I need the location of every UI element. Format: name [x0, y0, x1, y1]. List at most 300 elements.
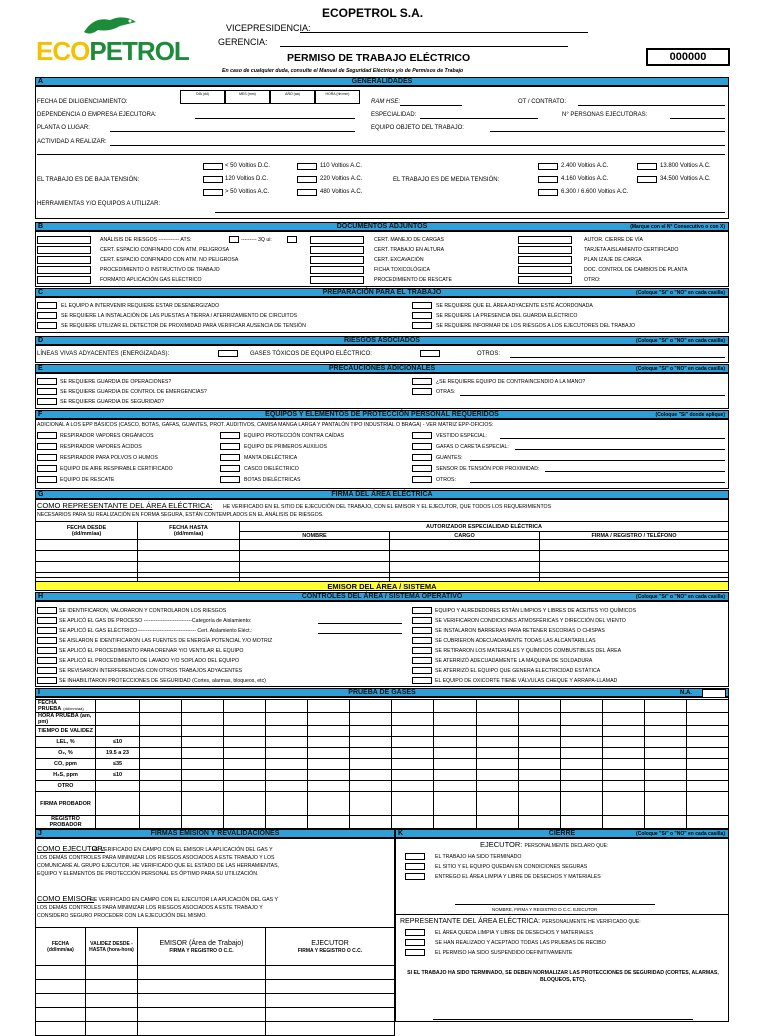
media-opt-box-5[interactable]: [637, 176, 657, 183]
vice-line[interactable]: [300, 32, 588, 33]
gas-cell[interactable]: [644, 748, 686, 759]
precaucion-box[interactable]: [37, 398, 57, 405]
control-box[interactable]: [412, 607, 432, 614]
gas-cell[interactable]: [182, 770, 224, 781]
epp-box[interactable]: [37, 443, 57, 450]
control-box[interactable]: [37, 667, 57, 674]
doc-box[interactable]: [37, 266, 91, 274]
gas-limit: ≤10: [96, 770, 140, 781]
gas-cell[interactable]: [182, 816, 224, 829]
gas-cell[interactable]: [182, 781, 224, 792]
prep-box[interactable]: [412, 322, 432, 329]
gas-cell[interactable]: [518, 713, 560, 726]
epp-fill-line[interactable]: [470, 482, 725, 483]
gas-cell[interactable]: [644, 759, 686, 770]
gas-cell[interactable]: [686, 792, 728, 816]
gas-cell[interactable]: [560, 726, 602, 737]
prep-label: SE REQUIERE UTILIZAR EL DETECTOR DE PROXIMIDAD PARA VERIFICAR AUSENCIA DE TENSIÓN: [61, 323, 306, 329]
gas-cell[interactable]: [560, 816, 602, 829]
gas-cell[interactable]: [644, 770, 686, 781]
epp-box[interactable]: [37, 476, 57, 483]
gas-row-text: H₂S, ppm: [53, 772, 78, 778]
gas-cell[interactable]: [266, 781, 308, 792]
gas-cell[interactable]: [434, 713, 476, 726]
prep-box[interactable]: [412, 312, 432, 319]
riesgo-box[interactable]: [420, 350, 440, 357]
baja-opt-box-4[interactable]: [297, 163, 317, 170]
gas-cell[interactable]: [182, 737, 224, 748]
epp-fill-line[interactable]: [500, 438, 725, 439]
table-row[interactable]: [36, 726, 729, 737]
gas-cell[interactable]: [476, 713, 518, 726]
col-subheader: (dd/mm/aa): [71, 530, 102, 537]
col-header: EMISOR (Área de Trabajo): [159, 939, 244, 947]
prep-box[interactable]: [37, 322, 57, 329]
gas-cell[interactable]: [644, 816, 686, 829]
cert-line[interactable]: [318, 633, 402, 634]
gas-cell[interactable]: [518, 770, 560, 781]
gas-cell[interactable]: [392, 737, 434, 748]
control-box[interactable]: [412, 677, 432, 684]
gas-cell[interactable]: [434, 726, 476, 737]
dependencia-label: DEPENDENCIA O EMPRESA EJECUTORA:: [37, 112, 157, 118]
gas-cell[interactable]: [350, 748, 392, 759]
control-box[interactable]: [412, 657, 432, 664]
gas-cell[interactable]: [518, 781, 560, 792]
prep-box[interactable]: [412, 302, 432, 309]
baja-opt-label: 110 Voltios A.C.: [320, 163, 362, 169]
gas-cell[interactable]: [308, 816, 350, 829]
epp-label: EQUIPO DE AIRE RESPIRABLE CERTIFICADO: [60, 466, 173, 472]
media-opt-box-4[interactable]: [637, 163, 657, 170]
gas-cell[interactable]: [602, 737, 644, 748]
gas-cell[interactable]: [266, 816, 308, 829]
table-row[interactable]: [36, 759, 729, 770]
gas-cell[interactable]: [308, 781, 350, 792]
epp-box[interactable]: [220, 476, 240, 483]
gas-cell[interactable]: [602, 770, 644, 781]
gas-cell[interactable]: [560, 700, 602, 713]
doc-box[interactable]: [518, 276, 572, 284]
control-box[interactable]: [412, 647, 432, 654]
epp-label: EQUIPO PROTECCIÓN CONTRA CAÍDAS: [244, 433, 345, 439]
gas-cell[interactable]: [350, 713, 392, 726]
gas-cell[interactable]: [308, 700, 350, 713]
table-row[interactable]: [36, 966, 395, 980]
gas-cell[interactable]: [140, 792, 182, 816]
gas-cell[interactable]: [476, 700, 518, 713]
gas-cell[interactable]: [686, 713, 728, 726]
baja-opt-box-2[interactable]: [203, 176, 223, 183]
gas-cell[interactable]: [140, 816, 182, 829]
gas-cell[interactable]: [182, 792, 224, 816]
personas-line[interactable]: [670, 118, 725, 119]
gas-cell[interactable]: [602, 700, 644, 713]
gas-cell[interactable]: [602, 713, 644, 726]
gas-cell[interactable]: [434, 781, 476, 792]
gas-cell[interactable]: [350, 770, 392, 781]
gas-cell[interactable]: [434, 700, 476, 713]
media-opt-box-1[interactable]: [538, 163, 558, 170]
gas-cell[interactable]: [686, 770, 728, 781]
table-row[interactable]: [36, 1008, 395, 1022]
gas-cell[interactable]: [266, 748, 308, 759]
gas-cell[interactable]: [266, 700, 308, 713]
gas-cell[interactable]: [182, 713, 224, 726]
media-opt-box-2[interactable]: [538, 176, 558, 183]
form-title: PERMISO DE TRABAJO ELÉCTRICO: [287, 52, 471, 64]
precaucion-box[interactable]: [37, 378, 57, 385]
gas-cell[interactable]: [308, 726, 350, 737]
gas-cell[interactable]: [518, 737, 560, 748]
emisor-bar: [35, 581, 729, 591]
doc-box[interactable]: [310, 236, 364, 244]
epp-box[interactable]: [412, 443, 432, 450]
control-box[interactable]: [412, 627, 432, 634]
gas-cell[interactable]: [392, 726, 434, 737]
prep-box[interactable]: [37, 302, 57, 309]
cierre-box[interactable]: [405, 853, 425, 860]
table-row[interactable]: [36, 792, 729, 816]
control-box[interactable]: [412, 637, 432, 644]
gas-cell[interactable]: [434, 759, 476, 770]
section-k-bar: [395, 829, 729, 838]
table-row[interactable]: [36, 748, 729, 759]
gas-cell[interactable]: [644, 781, 686, 792]
ejecutor-text: COMUNICARÉ AL GRUPO EJECUTOR. HE VERIFICADO QUE EL ESTADO DE LAS HERRAMIENTAS,: [37, 863, 280, 869]
doc-box[interactable]: [310, 276, 364, 284]
baja-opt-box-6[interactable]: [297, 189, 317, 196]
gas-cell[interactable]: [434, 792, 476, 816]
especialidad-line[interactable]: [420, 118, 538, 119]
gas-cell[interactable]: [560, 781, 602, 792]
gas-cell[interactable]: [476, 781, 518, 792]
actividad-label: ACTIVIDAD A REALIZAR:: [37, 139, 107, 145]
prep-label: SE REQUIERE LA INSTALACIÓN DE LAS PUESTAS A TIERRA / ATERRIZAMIENTO DE CIRCUITOS: [61, 313, 298, 319]
precaucion-box[interactable]: [37, 388, 57, 395]
dependencia-line[interactable]: [195, 118, 355, 119]
gas-cell[interactable]: [224, 792, 266, 816]
cierre-box[interactable]: [405, 873, 425, 880]
doc-box[interactable]: [518, 266, 572, 274]
gas-cell[interactable]: [266, 759, 308, 770]
baja-opt-box-1[interactable]: [203, 163, 223, 170]
gas-cell[interactable]: [140, 759, 182, 770]
ats-extra-box[interactable]: [287, 236, 297, 243]
gas-cell[interactable]: [686, 726, 728, 737]
gas-cell[interactable]: [224, 816, 266, 829]
control-box[interactable]: [412, 667, 432, 674]
gas-cell[interactable]: [350, 816, 392, 829]
gas-cell[interactable]: [266, 713, 308, 726]
gas-cell[interactable]: [434, 748, 476, 759]
gas-cell[interactable]: [434, 816, 476, 829]
gas-cell[interactable]: [308, 737, 350, 748]
gas-cell[interactable]: [476, 759, 518, 770]
gas-cell[interactable]: [140, 748, 182, 759]
control-box[interactable]: [37, 637, 57, 644]
gas-cell[interactable]: [518, 759, 560, 770]
gas-cell[interactable]: [602, 792, 644, 816]
gas-cell[interactable]: [266, 792, 308, 816]
gas-cell[interactable]: [224, 759, 266, 770]
permit-number: 000000: [669, 51, 707, 63]
doc-box[interactable]: [518, 256, 572, 264]
riesgo-label: GASES TÓXICOS DE EQUIPO ELÉCTRICO:: [250, 351, 372, 357]
gas-cell[interactable]: [350, 759, 392, 770]
gas-cell[interactable]: [350, 700, 392, 713]
gas-cell[interactable]: [476, 726, 518, 737]
precaucion-box[interactable]: [412, 388, 432, 395]
ot-line[interactable]: [578, 105, 725, 106]
gas-cell[interactable]: [266, 737, 308, 748]
categoria-line[interactable]: [318, 623, 402, 624]
gas-row-text: FIRMA PROBADOR: [40, 800, 91, 807]
cierre-box[interactable]: [405, 929, 425, 936]
table-row[interactable]: [36, 770, 729, 781]
control-box[interactable]: [37, 627, 57, 634]
gas-row-text: LEL, %: [56, 739, 75, 745]
doc-box[interactable]: [310, 246, 364, 254]
gas-cell[interactable]: [140, 737, 182, 748]
gas-cell[interactable]: [308, 759, 350, 770]
control-label: [59, 678, 266, 684]
gas-cell[interactable]: [308, 713, 350, 726]
gas-cell[interactable]: [350, 726, 392, 737]
control-box[interactable]: [37, 677, 57, 684]
gas-cell[interactable]: [644, 737, 686, 748]
gas-cell[interactable]: [224, 781, 266, 792]
gas-cell[interactable]: [392, 700, 434, 713]
table-row[interactable]: [36, 562, 729, 573]
gas-row-text: REGISTRO PROBADOR: [49, 816, 82, 828]
epp-box[interactable]: [37, 465, 57, 472]
doc-box[interactable]: [37, 256, 91, 264]
col-header: FECHA DESDE: [66, 524, 107, 531]
epp-box[interactable]: [412, 432, 432, 439]
gas-cell[interactable]: [266, 770, 308, 781]
epp-fill-line[interactable]: [545, 471, 725, 472]
epp-label: RESPIRADOR PARA POLVOS O HUMOS: [60, 455, 158, 461]
doc-box[interactable]: [310, 256, 364, 264]
cierre-box[interactable]: [405, 949, 425, 956]
actividad-line-1[interactable]: [110, 145, 725, 146]
gas-row-label: [36, 737, 96, 748]
epp-box[interactable]: [220, 465, 240, 472]
gas-row-label: [36, 700, 96, 713]
control-box[interactable]: [37, 607, 57, 614]
gas-cell[interactable]: [518, 700, 560, 713]
epp-box[interactable]: [412, 454, 432, 461]
table-row[interactable]: [36, 781, 729, 792]
gas-cell[interactable]: [224, 748, 266, 759]
epp-box[interactable]: [220, 432, 240, 439]
gas-cell[interactable]: [266, 726, 308, 737]
gas-cell[interactable]: [602, 816, 644, 829]
gas-cell[interactable]: [392, 792, 434, 816]
otras-precauciones-line[interactable]: [460, 395, 725, 396]
rep-sign-line[interactable]: [433, 1019, 693, 1020]
gas-cell[interactable]: [476, 748, 518, 759]
epp-label: RESPIRADOR VAPORES ORGÁNICOS: [60, 433, 154, 439]
precaucion-box[interactable]: [412, 378, 432, 385]
gas-row-text: CO, ppm: [54, 761, 77, 767]
table-row[interactable]: [36, 816, 729, 829]
control-box[interactable]: [37, 647, 57, 654]
gas-cell[interactable]: [392, 759, 434, 770]
gas-cell[interactable]: [224, 700, 266, 713]
gas-cell[interactable]: [476, 737, 518, 748]
doc-box[interactable]: [518, 236, 572, 244]
gas-cell[interactable]: [476, 792, 518, 816]
table-row[interactable]: [36, 551, 729, 562]
gas-cell[interactable]: [518, 816, 560, 829]
section-a-bar: [35, 77, 729, 86]
gas-cell[interactable]: [644, 700, 686, 713]
epp-box[interactable]: [412, 476, 432, 483]
gas-cell[interactable]: [602, 726, 644, 737]
gas-cell[interactable]: [350, 781, 392, 792]
section-instruction: (Coloque "Sí" o "NO" en cada casilla): [636, 290, 725, 296]
cierre-label: ENTREGO EL ÁREA LIMPIA Y LIBRE DE DESECHOS Y MATERIALES: [435, 874, 601, 880]
gas-cell[interactable]: [644, 792, 686, 816]
doc-box[interactable]: [37, 236, 91, 244]
gas-cell[interactable]: [644, 726, 686, 737]
gas-cell[interactable]: [308, 770, 350, 781]
gas-cell[interactable]: [686, 748, 728, 759]
gas-limit: [96, 792, 140, 816]
gas-cell[interactable]: [350, 737, 392, 748]
gas-cell[interactable]: [434, 770, 476, 781]
gas-cell[interactable]: [686, 700, 728, 713]
precaucion-label: SE REQUIERE GUARDIA DE OPERACIONES?: [60, 379, 172, 385]
col-subheader: FIRMA Y REGISTRO O C.C.: [169, 947, 234, 954]
gas-cell[interactable]: [686, 759, 728, 770]
gas-cell[interactable]: [182, 748, 224, 759]
gas-cell[interactable]: [560, 713, 602, 726]
gas-cell[interactable]: [392, 748, 434, 759]
epp-box[interactable]: [37, 432, 57, 439]
na-box[interactable]: [702, 689, 726, 698]
gas-cell[interactable]: [602, 748, 644, 759]
table-row[interactable]: [36, 737, 729, 748]
gas-cell[interactable]: [560, 792, 602, 816]
gas-cell[interactable]: [224, 737, 266, 748]
gas-cell[interactable]: [518, 792, 560, 816]
otros-riesgos-line[interactable]: [510, 357, 725, 358]
gas-cell[interactable]: [308, 748, 350, 759]
table-row[interactable]: [36, 980, 395, 994]
doc-box[interactable]: [518, 246, 572, 254]
doc-box[interactable]: [37, 246, 91, 254]
gas-cell[interactable]: [686, 816, 728, 829]
gas-cell[interactable]: [182, 759, 224, 770]
section-i-bar: [35, 688, 729, 697]
epp-box[interactable]: [220, 443, 240, 450]
baja-opt-box-3[interactable]: [203, 189, 223, 196]
table-row[interactable]: [36, 540, 729, 551]
baja-opt-label: < 50 Voltios D.C.: [225, 163, 270, 169]
gas-cell[interactable]: [350, 792, 392, 816]
cierre-box[interactable]: [405, 939, 425, 946]
gas-cell[interactable]: [560, 748, 602, 759]
actividad-line-2[interactable]: [37, 154, 725, 155]
gas-cell[interactable]: [602, 759, 644, 770]
baja-opt-box-5[interactable]: [297, 176, 317, 183]
gas-cell[interactable]: [140, 770, 182, 781]
doc-label: FICHA TOXICOLÓGICA: [374, 267, 431, 273]
cierre-box[interactable]: [405, 863, 425, 870]
herramientas-line[interactable]: [215, 212, 725, 213]
control-box[interactable]: [412, 617, 432, 624]
table-row[interactable]: [36, 713, 729, 726]
gas-cell[interactable]: [182, 726, 224, 737]
section-title: PRUEBA DE GASES: [348, 689, 416, 696]
riesgo-box[interactable]: [218, 350, 238, 357]
gas-cell[interactable]: [476, 816, 518, 829]
gas-cell[interactable]: [140, 713, 182, 726]
gas-cell[interactable]: [392, 781, 434, 792]
gas-cell[interactable]: [434, 737, 476, 748]
equipo-objeto-line[interactable]: [490, 131, 725, 132]
gas-cell[interactable]: [560, 737, 602, 748]
gas-cell[interactable]: [182, 700, 224, 713]
gas-cell[interactable]: [560, 770, 602, 781]
gas-cell[interactable]: [518, 726, 560, 737]
gas-cell[interactable]: [560, 759, 602, 770]
gas-cell[interactable]: [140, 726, 182, 737]
gas-cell[interactable]: [308, 792, 350, 816]
gas-cell[interactable]: [518, 748, 560, 759]
table-row[interactable]: [36, 994, 395, 1008]
doc-label: AUTOR. CIERRE DE VÍA: [584, 237, 643, 243]
gas-cell[interactable]: [224, 713, 266, 726]
ejecutor-sign-line[interactable]: [455, 904, 655, 905]
gas-cell[interactable]: [392, 816, 434, 829]
gerencia-line[interactable]: [280, 46, 568, 47]
gas-cell[interactable]: [686, 737, 728, 748]
section-instruction: (Coloque "Sí" o "NO" en cada casilla): [636, 594, 725, 600]
table-row[interactable]: [36, 700, 729, 713]
gas-cell[interactable]: [224, 770, 266, 781]
doc-box[interactable]: [37, 276, 91, 284]
control-box[interactable]: [37, 657, 57, 664]
media-opt-box-3[interactable]: [538, 189, 558, 196]
epp-fill-line[interactable]: [515, 449, 725, 450]
gas-cell[interactable]: [392, 770, 434, 781]
ram-line[interactable]: [400, 105, 462, 106]
control-label: SE ATERRIZÓ ADECUADAMENTE LA MÁQUINA DE SOLDADURA: [435, 658, 593, 664]
gas-cell[interactable]: [644, 713, 686, 726]
epp-box[interactable]: [37, 454, 57, 461]
gas-cell[interactable]: [224, 726, 266, 737]
planta-line[interactable]: [110, 131, 355, 132]
doc-box[interactable]: [310, 266, 364, 274]
ats-box[interactable]: [229, 236, 239, 243]
gas-cell[interactable]: [392, 713, 434, 726]
gas-cell[interactable]: [140, 781, 182, 792]
control-box[interactable]: [37, 617, 57, 624]
control-label: EL EQUIPO DE OXICORTE TIENE VÁLVULAS CHEQUE Y ARRAPA-LLAMAD: [435, 678, 618, 684]
gas-cell[interactable]: [140, 700, 182, 713]
prep-box[interactable]: [37, 312, 57, 319]
epp-fill-line[interactable]: [470, 460, 725, 461]
epp-box[interactable]: [412, 465, 432, 472]
gas-cell[interactable]: [686, 781, 728, 792]
gas-cell[interactable]: [476, 770, 518, 781]
epp-box[interactable]: [220, 454, 240, 461]
gas-cell[interactable]: [602, 781, 644, 792]
